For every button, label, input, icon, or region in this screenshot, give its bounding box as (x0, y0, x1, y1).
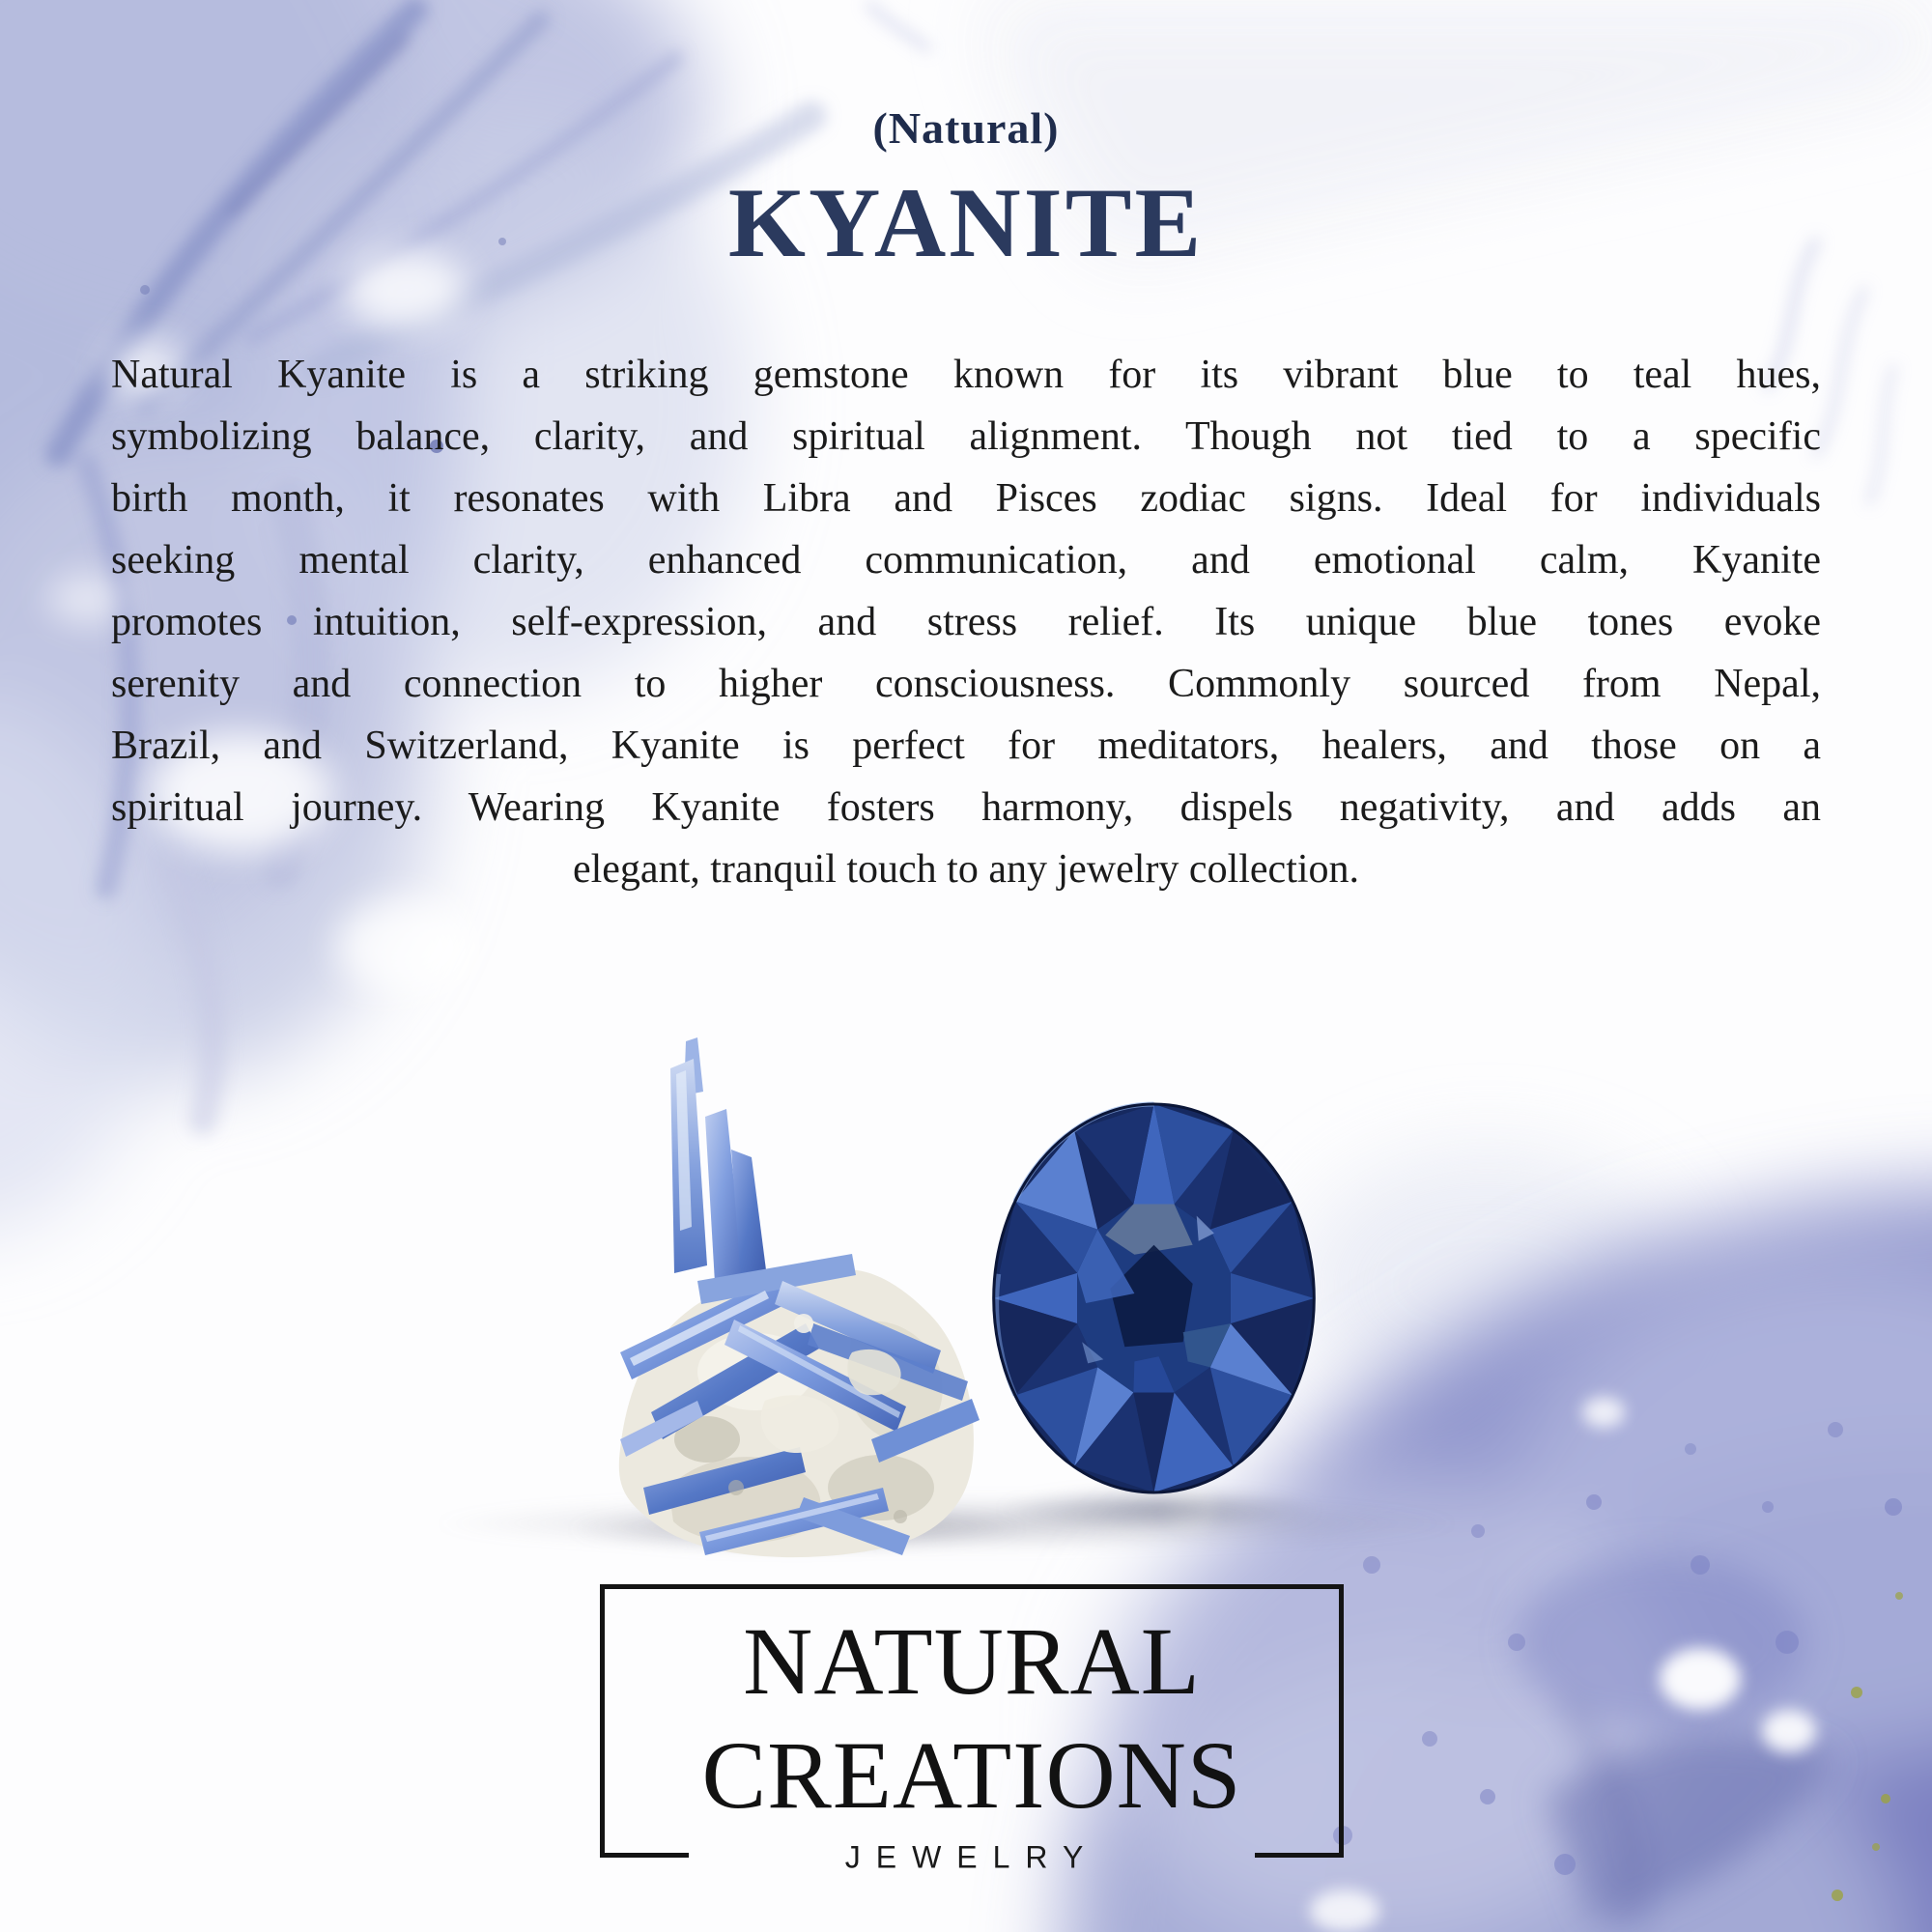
natural-subtitle: (Natural) (872, 103, 1060, 153)
brand-name-natural: NATURAL (743, 1607, 1201, 1715)
logo-border-segment-left (600, 1853, 689, 1858)
description-line: promotes intuition, self-expression, and stress relief. Its unique blue tones evoke (111, 600, 1821, 644)
description-line: elegant, tranquil touch to any jewelry collection. (572, 847, 1360, 892)
cut-kyanite-gem-image (987, 1099, 1321, 1497)
description-paragraph (111, 344, 1821, 900)
description-line: Natural Kyanite is a striking gemstone known for its vibrant blue to teal hues, (111, 353, 1821, 397)
brand-name-creations: CREATIONS (701, 1721, 1242, 1829)
description-line: seeking mental clarity, enhanced communication, and emotional calm, Kyanite (111, 538, 1821, 582)
brand-tagline-jewelry: JEWELRY (844, 1839, 1099, 1875)
description-line: birth month, it resonates with Libra and Pisces zodiac signs. Ideal for individuals (111, 476, 1821, 521)
description-line: Brazil, and Switzerland, Kyanite is perfect for meditators, healers, and those on a (111, 724, 1821, 768)
description-line: spiritual journey. Wearing Kyanite fosters harmony, dispels negativity, and adds an (111, 785, 1821, 830)
raw-kyanite-specimen-image (562, 1034, 999, 1563)
logo-border-segment-right (1255, 1853, 1344, 1858)
page-title: KYANITE (727, 168, 1205, 278)
description-line: symbolizing balance, clarity, and spiritual alignment. Though not tied to a specific (111, 414, 1821, 459)
brand-logo-box (600, 1584, 1344, 1875)
description-line: serenity and connection to higher consciousness. Commonly sourced from Nepal, (111, 662, 1821, 706)
